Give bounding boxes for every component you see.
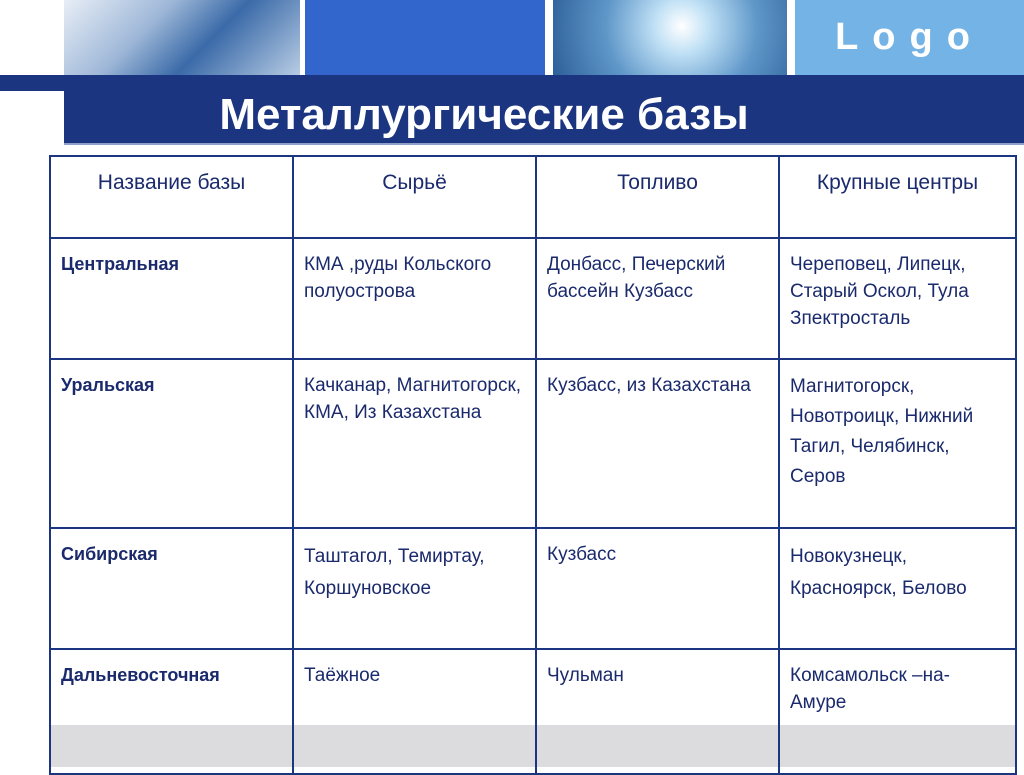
major-centers: Череповец, Липецк, Старый Оскол, Тула Зпектросталь — [779, 238, 1016, 359]
raw-materials: Таштагол, Темиртау, Коршуновское — [293, 528, 536, 649]
major-centers: Новокузнецк, Красноярск, Белово — [779, 528, 1016, 649]
header-photo-hands — [64, 0, 300, 75]
fuel: Кузбасс, из Казахстана — [536, 359, 779, 528]
raw-materials: Качканар, Магнитогорск, КМА, Из Казахстана — [293, 359, 536, 528]
raw-materials: КМА ,руды Кольского полуострова — [293, 238, 536, 359]
header-cell: Топливо — [536, 156, 779, 238]
header-blue-block — [305, 0, 545, 75]
raw-materials: Таёжное — [293, 649, 536, 774]
header-cell: Сырьё — [293, 156, 536, 238]
base-name: Дальневосточная — [50, 649, 293, 774]
header-photo-buildings — [553, 0, 787, 75]
base-name: Центральная — [50, 238, 293, 359]
table-row — [50, 649, 1016, 774]
major-centers: Комсамольск –на- Амуре — [779, 649, 1016, 774]
base-name: Сибирская — [50, 528, 293, 649]
base-name: Уральская — [50, 359, 293, 528]
table-row — [50, 238, 1016, 359]
table-row — [50, 359, 1016, 528]
table-header-row — [50, 156, 1016, 238]
fuel: Чульман — [536, 649, 779, 774]
fuel: Кузбасс — [536, 528, 779, 649]
header-cell: Крупные центры — [779, 156, 1016, 238]
header-cell: Название базы — [50, 156, 293, 238]
major-centers: Магнитогорск, Новотроицк, Нижний Тагил, Челябинск, Серов — [779, 359, 1016, 528]
bases-table — [49, 155, 1017, 775]
fuel: Донбасс, Печерский бассейн Кузбасс — [536, 238, 779, 359]
table-row — [50, 528, 1016, 649]
logo: Logo — [795, 0, 1024, 75]
slide-title: Металлургические базы — [219, 90, 749, 139]
